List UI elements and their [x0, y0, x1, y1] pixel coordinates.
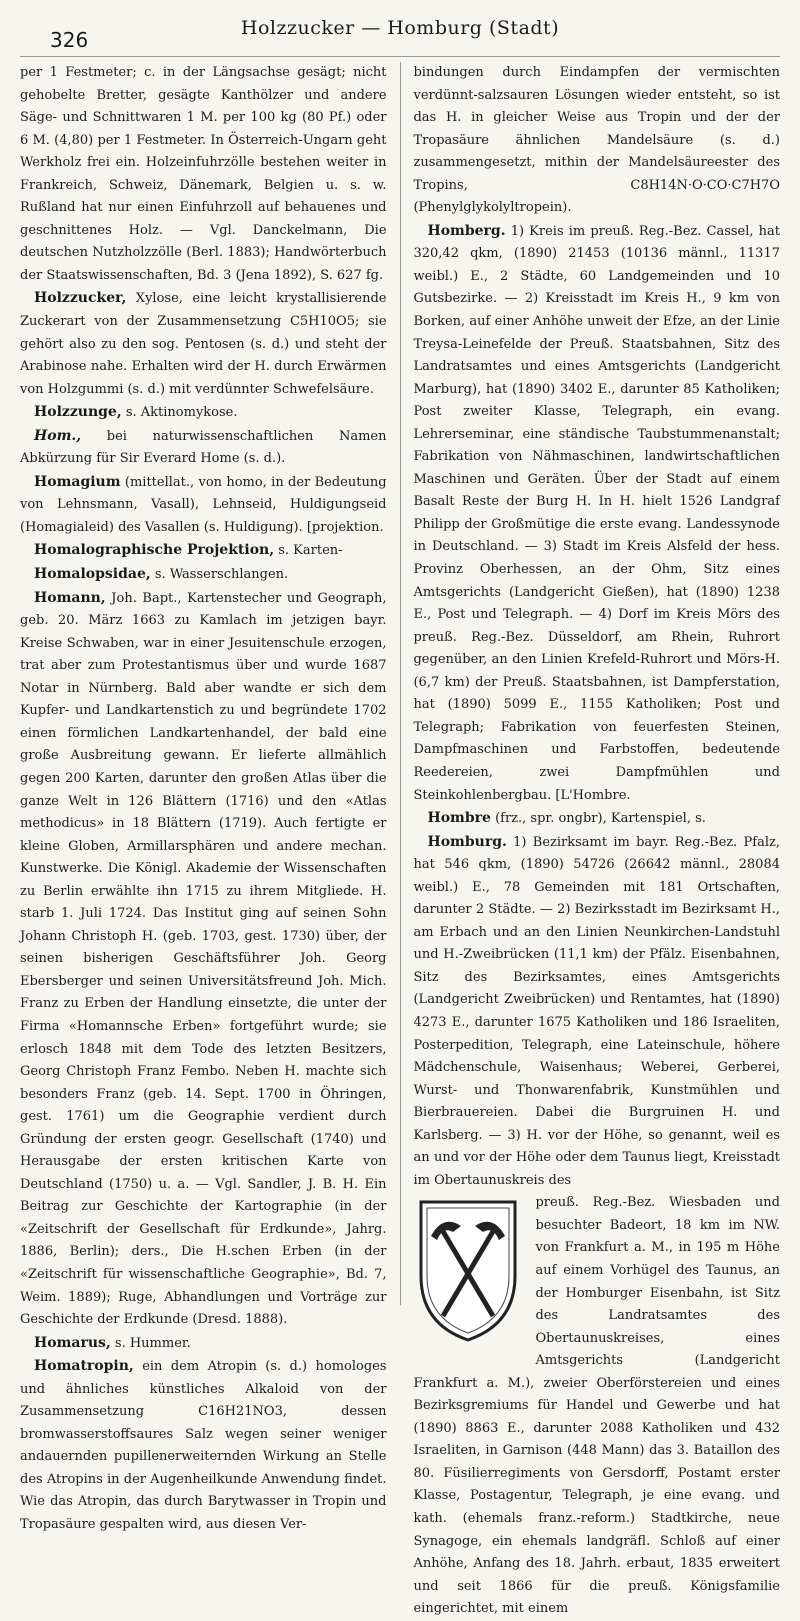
entry-text: s. Karten-: [274, 543, 343, 559]
lemma: Homagium: [34, 473, 121, 490]
text-columns: [20, 62, 780, 1617]
entry-text: s. Wasserschlangen.: [150, 567, 289, 583]
coat-of-arms-icon: [413, 1196, 523, 1346]
entry-homatropin: [20, 1355, 387, 1536]
entry-homalopsidae: [20, 563, 387, 587]
lemma: Hom.,: [34, 427, 82, 444]
lemma: Homatropin,: [34, 1358, 134, 1375]
entry-homann: [20, 587, 387, 1332]
entry-text: s. Aktinomykose.: [121, 405, 238, 421]
continued-paragraph: bindungen durch Eindampfen der vermischten verdünnt-salzsauren Lösungen wieder entsteht, so ist das H. in gleicher Weise aus Tropin und der der Tropasäure ähnlichen Mandelsäure (s. d.) zusammengesetzt, mithin der Mandelsäureester des Tropins, C8H14N·O·CO·C7H7O (Phenylglykolyltropein).: [413, 65, 780, 216]
entry-homagium: [20, 471, 387, 540]
lemma: Homberg.: [427, 222, 506, 239]
left-column: [20, 62, 396, 1532]
entry-homburg-continued: preuß. Reg.-Bez. Wiesbaden und besuchter Badeort, 18 km im NW. von Frankfurt a. M., in 195 m Höhe auf einem Vorhügel des Taunus, an der Homburger Eisenbahn, ist Sitz des Landratsamtes des Obertaunuskreises, eines Amtsgerichts (Landgericht Frankfurt a. M.), zweier Oberförstereien und eines Bezirksgremiums für Handel und Gewerbe und hat (1890) 8863 E., darunter 2088 Katholiken und 432 Israeliten, in Garnison (448 Mann) das 3. Bataillon des 80. Füsilierregiments von Gersdorff, Postamt erster Klasse, Postagentur, Telegraph, je eine evang. und kath. (ehemals franz.-reform.) Stadtkirche, neue Synagoge, ein ehemals landgräfl. Schloß auf einer Anhöhe, Anfang des 18. Jahrh. erbaut, 1835 erweitert und seit 1866 für die preuß. Königsfamilie eingerichtet, mit einem: [413, 1195, 780, 1617]
lemma: Homarus,: [34, 1334, 111, 1351]
column-divider: [400, 62, 401, 1305]
running-title: Holzzucker — Homburg (Stadt): [240, 17, 560, 39]
lemma: Homalographische Projektion,: [34, 542, 275, 559]
lemma: Hombre: [427, 810, 491, 827]
entry-text: s. Hummer.: [110, 1335, 191, 1351]
lemma: Homburg.: [427, 833, 507, 850]
entry-homarus: [20, 1332, 387, 1356]
entry-holzzunge: [20, 401, 387, 425]
entry-text: 1) Kreis im preuß. Reg.-Bez. Cassel, hat 320,42 qkm, (1890) 21453 (10136 männl., 11317 weibl.) E., 2 Städte, 60 Landgemeinden und 10 Gutsbezirke. — 2) Kreisstadt im Kreis H., 9 km von Borken, auf einer Anhöhe unweit der Efze, an der Linie Treysa-Leinefelde der Preuß. Staatsbahnen, Sitz des Landratsamtes und eines Amtsgerichts (Landgericht Marburg), hat (1890) 3402 E., darunter 85 Katholiken; Post zweiter Klasse, Telegraph, ein evang. Lehrerseminar, eine ständische Taubstummenanstalt; Fabrikation von Nähmaschinen, landwirtschaftlichen Maschinen und Geräten. Über der Stadt auf einem Basalt Reste der Burg H. In H. hielt 1526 Landgraf Philipp der Großmütige die erste evang. Landessynode in Deutschland. — 3) Stadt im Kreis Alsfeld der hess. Provinz Oberhessen, an der Ohm, Sitz eines Amtsgerichts (Landgericht Gießen), hat (1890) 1238 E., Post und Telegraph. — 4) Dorf im Kreis Mörs des preuß. Reg.-Bez. Düsseldorf, am Rhein, Ruhrort gegenüber, an den Linien Krefeld-Ruhrort und Mörs-H. (6,7 km) der Preuß. Staatsbahnen, ist Dampferstation, hat (1890) 5099 E., 1155 Katholiken; Post und Telegraph; Fabrikation von feuerfesten Steinen, Dampfmaschinen und Farbstoffen, bedeutende Reedereien, zwei Dampfmühlen und Steinkohlenbergbau. [L'Hombre.: [413, 223, 780, 803]
page-header: [20, 0, 780, 57]
entry-text: Xylose, eine leicht krystallisierende Zuckerart von der Zusammensetzung C5H10O5; sie gehört also zu den sog. Pentosen (s. d.) und steht der Arabinose nahe. Erhalten wird der H. durch Erwärmen von Holzgummi (s. d.) mit verdünnter Schwefelsäure.: [20, 291, 387, 397]
lemma: Homalopsidae,: [34, 566, 151, 583]
entry-text: (mittellat., von homo, in der Bedeutung von Lehnsmann, Vasall), Lehnseid, Huldigungseid (Homagialeid) des Vasallen (s. Huldigung). [projektion.: [20, 474, 387, 535]
entry-text: Joh. Bapt., Kartenstecher und Geograph, geb. 20. März 1663 zu Kamlach im jetzigen bayr. Kreise Schwaben, war in einer Jesuitenschule erzogen, trat aber zum Protestantismus über und wurde 1687 Notar in Nürnberg. Bald aber wandte er sich dem Kupfer- und Landkartenstich zu und begründete 1702 einen förmlichen Landkartenhandel, der bald eine große Ausbreitung gewann. Er lieferte allmählich gegen 200 Karten, darunter den großen Atlas über die ganze Welt in 126 Blättern (1716) und den «Atlas methodicus» in 18 Blättern (1719). Auch fertigte er kleine Globen, Armillarsphären und andere mechan. Kunstwerke. Die Königl. Akademie der Wissenschaften zu Berlin erwählte ihn 1715 zu ihrem Mitgliede. H. starb 1. Juli 1724. Das Institut ging auf seinen Sohn Johann Christoph H. (geb. 1703, gest. 1730) über, der seinen bisherigen Geschäftsführer Joh. Georg Ebersberger und seinen Universitätsfreund Joh. Mich. Franz zu Erben der Handlung einsetzte, die unter der Firma «Homannsche Erben» fortgeführt wurde; sie erlosch 1848 mit dem Tode des letzten Besitzers, Georg Christoph Franz Fembo. Neben H. machte sich besonders Franz (geb. 14. Sept. 1700 in Öhringen, gest. 1761) um die Geographie verdient durch Gründung der ersten geogr. Gesellschaft (1740) und Herausgabe der ersten kritischen Karte von Deutschland (1750) u. a. — Vgl. Sandler, J. B. H. Ein Beitrag zur Geschichte der Kartographie (in der «Zeitschrift der Gesellschaft für Erdkunde», Jahrg. 1886, Berlin); ders., Die H.schen Erben (in der «Zeitschrift für wissenschaftliche Geographie», Bd. 7, Weim. 1889); Ruge, Abhandlungen und Vorträge zur Geschichte der Erdkunde (Dresd. 1888).: [20, 590, 387, 1328]
entry-text: (frz., spr. ongbr), Kartenspiel, s.: [490, 811, 706, 827]
lemma: Holzzunge,: [34, 404, 122, 421]
entry-text: 1) Bezirksamt im bayr. Reg.-Bez. Pfalz, hat 546 qkm, (1890) 54726 (26642 männl., 28084 weibl.) E., 78 Gemeinden mit 181 Ortschaften, darunter 2 Städte. — 2) Bezirksstadt im Bezirksamt H., am Erbach und an den Linien Neunkirchen-Landstuhl und H.-Zweibrücken (11,1 km) der Pfälz. Eisenbahnen, Sitz des Bezirksamtes, eines Amtsgerichts (Landgericht Zweibrücken) und Rentamtes, hat (1890) 4273 E., darunter 1675 Katholiken und 186 Israeliten, Posterpedition, Telegraph, eine Lateinschule, höhere Mädchenschule, Waisenhaus; Weberei, Gerberei, Wurst- und Thonwarenfabrik, Kunstmühlen und Bierbrauereien. Dabei die Burgruinen H. und Karlsberg. — 3) H. vor der Höhe, so genannt, weil es an und vor der Höhe oder dem Taunus liegt, Kreisstadt im Obertaunuskreis des: [413, 834, 780, 1188]
lemma: Holzzucker,: [34, 290, 127, 307]
right-column: [404, 62, 780, 1617]
continued-paragraph: per 1 Festmeter; c. in der Längsachse gesägt; nicht gehobelte Bretter, gesägte Kanthölzer und andere Säge- und Schnittwaren 1 M. per 100 kg (80 Pf.) oder 6 M. (4,80) per 1 Festmeter. In Österreich-Ungarn geht Werkholz frei ein. Holzeinfuhrzölle bestehen weiter in Frankreich, Schweiz, Dänemark, Belgien u. s. w. Rußland hat nur einen Einfuhrzoll auf behauenes und geschnittenes Holz. — Vgl. Danckelmann, Die deutschen Nutzholzzölle (Berl. 1883); Handwörterbuch der Staatswissenschaften, Bd. 3 (Jena 1892), S. 627 fg.: [20, 65, 387, 283]
entry-homberg: [413, 220, 780, 807]
entry-text: ein dem Atropin (s. d.) homologes und ähnliches künstliches Alkaloid von der Zusammensetzung C16H21NO3, dessen bromwasserstoffsaures Salz wegen seiner weniger andauernden pupillenerweiternden Wirkung an Stelle des Atropins in der Augenheilkunde Anwendung findet. Wie das Atropin, das durch Barytwasser in Tropin und Tropasäure gespalten wird, aus diesen Ver-: [20, 1359, 387, 1532]
entry-hom: [20, 425, 387, 471]
entry-hombre: [413, 807, 780, 831]
page-number: 326: [50, 28, 89, 52]
entry-text: bei naturwissenschaftlichen Namen Abkürzung für Sir Everard Home (s. d.).: [20, 428, 387, 467]
lemma: Homann,: [34, 589, 106, 606]
entry-homburg: [413, 831, 780, 1193]
entry-homalographische: [20, 539, 387, 563]
entry-holzzucker: [20, 287, 387, 401]
